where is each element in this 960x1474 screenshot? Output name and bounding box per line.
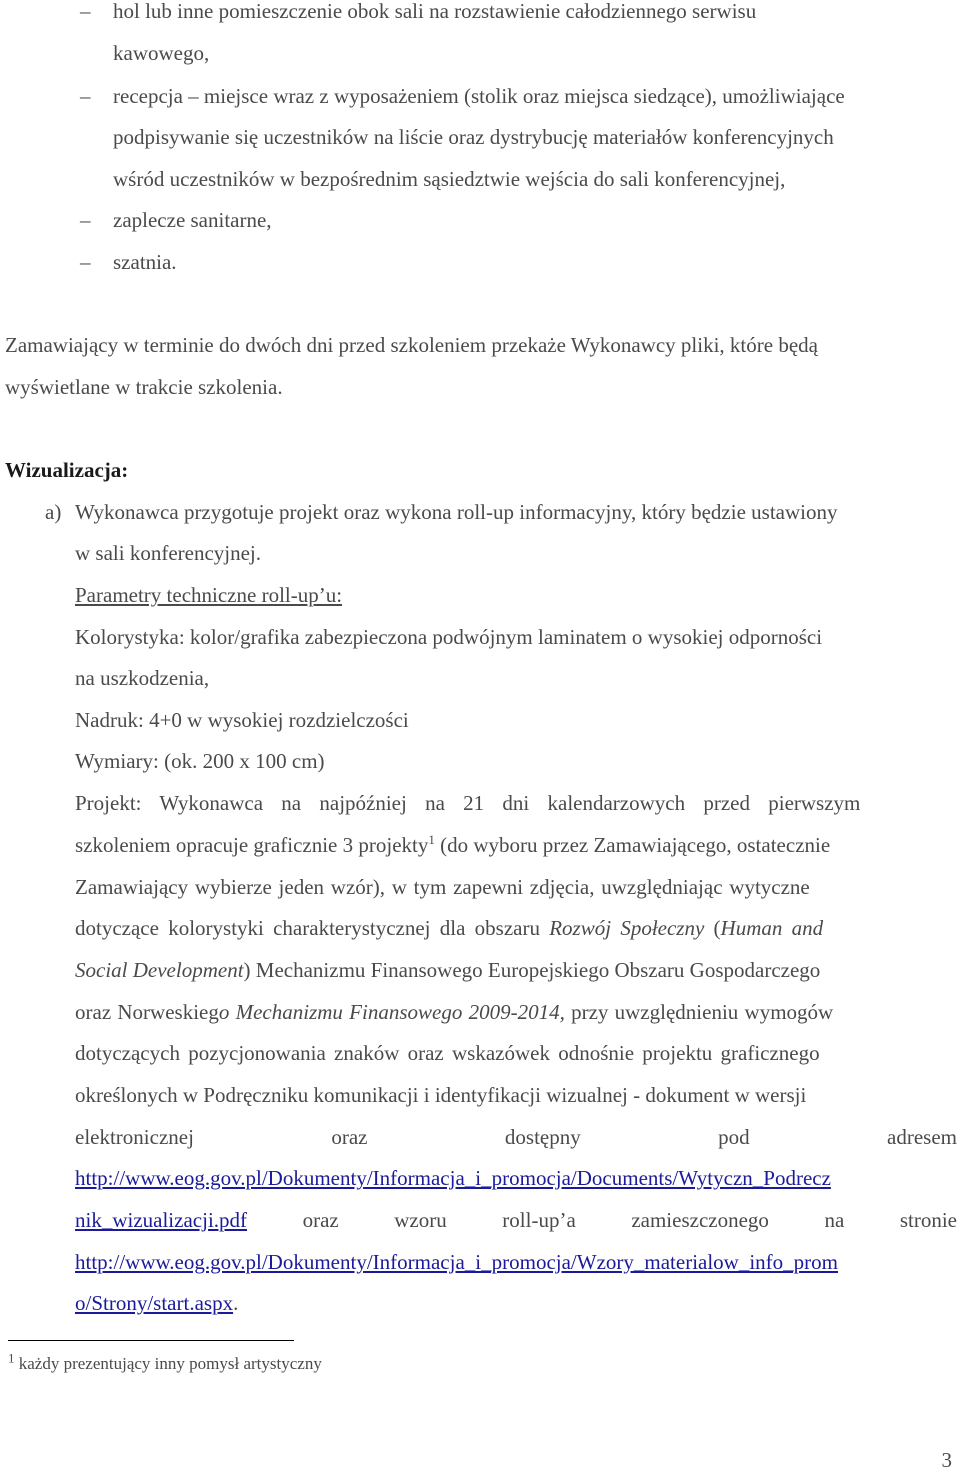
- list-item-cont: kawowego,: [113, 41, 210, 65]
- projekt-line: dotyczących pozycjonowania znaków oraz wskazówek odnośnie projektu graficznego: [75, 1041, 820, 1065]
- nadruk-line: Nadruk: 4+0 w wysokiej rozdzielczości: [75, 708, 409, 732]
- projekt-line: oraz Norweskiego Mechanizmu Finansowego 2009-2014, przy uwzględnieniu wymogów: [75, 1000, 834, 1024]
- list-item: recepcja – miejsce wraz z wyposażeniem (stolik oraz miejsca siedzące), umożliwiające: [113, 84, 845, 108]
- projekt-line: Projekt: Wykonawca na najpóźniej na 21 dni kalendarzowych przed pierwszym: [75, 791, 861, 815]
- item-a-marker: a): [45, 500, 62, 524]
- projekt-line: Social Development) Mechanizmu Finansowego Europejskiego Obszaru Gospodarczego: [75, 958, 821, 982]
- wytyczne-link-cont[interactable]: nik_wizualizacji.pdf: [75, 1208, 248, 1232]
- wzory-link-cont[interactable]: o/Strony/start.aspx: [75, 1291, 234, 1315]
- link-line: o/Strony/start.aspx.: [75, 1291, 239, 1315]
- list-dash: –: [80, 208, 91, 232]
- wytyczne-link[interactable]: http://www.eog.gov.pl/Dokumenty/Informacja_i_promocja/Documents/Wytyczn_Podrecz: [75, 1166, 831, 1190]
- projekt-line: określonych w Podręczniku komunikacji i identyfikacji wizualnej - dokument w wersji: [75, 1083, 807, 1107]
- projekt-line-justified: elektronicznej oraz dostępny pod adresem: [75, 1125, 957, 1149]
- list-item-cont: wśród uczestników w bezpośrednim sąsiedztwie wejścia do sali konferencyjnej,: [113, 167, 786, 191]
- projekt-line: Zamawiający wybierze jeden wzór), w tym zapewni zdjęcia, uwzględniając wytyczne: [75, 875, 810, 899]
- wymiary-line: Wymiary: (ok. 200 x 100 cm): [75, 749, 325, 773]
- params-title: Parametry techniczne roll-up’u:: [75, 583, 343, 607]
- item-a-line: Wykonawca przygotuje projekt oraz wykona roll-up informacyjny, który będzie ustawiony: [75, 500, 838, 524]
- footnote-mark: 1: [8, 1350, 15, 1366]
- list-item-cont: podpisywanie się uczestników na liście oraz dystrybucję materiałów konferencyjnych: [113, 125, 834, 149]
- list-item: zaplecze sanitarne,: [113, 208, 272, 232]
- wzory-link[interactable]: http://www.eog.gov.pl/Dokumenty/Informacja_i_promocja/Wzory_materialow_info_prom: [75, 1250, 839, 1274]
- list-dash: –: [80, 84, 91, 108]
- paragraph-line: wyświetlane w trakcie szkolenia.: [5, 375, 283, 399]
- projekt-line: szkoleniem opracuje graficznie 3 projekty$^1$ (do wyboru przez Zamawiającego, ostatecznie: [75, 832, 831, 857]
- list-dash: –: [80, 250, 91, 274]
- link-line[interactable]: [75, 1249, 838, 1275]
- page-number: 3: [941, 1448, 952, 1472]
- link-line[interactable]: [75, 1165, 831, 1191]
- paragraph-line: Zamawiający w terminie do dwóch dni przed szkoleniem przekaże Wykonawcy pliki, które będą: [5, 333, 818, 357]
- section-heading: Wizualizacja:: [5, 458, 129, 482]
- projekt-line: dotyczące kolorystyki charakterystycznej dla obszaru Rozwój Społeczny (Human and: [75, 916, 824, 940]
- kolorystyka-line: na uszkodzenia,: [75, 666, 210, 690]
- footnote-ref: 1: [428, 832, 435, 847]
- list-item: szatnia.: [113, 250, 177, 274]
- footnote-rule: [8, 1340, 294, 1341]
- list-item: hol lub inne pomieszczenie obok sali na rozstawienie całodziennego serwisu: [113, 0, 757, 23]
- list-dash: –: [80, 0, 91, 23]
- link-line-justified: nik_wizualizacji.pdf oraz wzoru roll-up’a zamieszczonego na stronie: [75, 1208, 957, 1232]
- item-a-line: w sali konferencyjnej.: [75, 541, 262, 565]
- footnote: $^1$ każdy prezentujący inny pomysł artystyczny: [8, 1350, 322, 1373]
- kolorystyka-line: Kolorystyka: kolor/grafika zabezpieczona podwójnym laminatem o wysokiej odporności: [75, 625, 823, 649]
